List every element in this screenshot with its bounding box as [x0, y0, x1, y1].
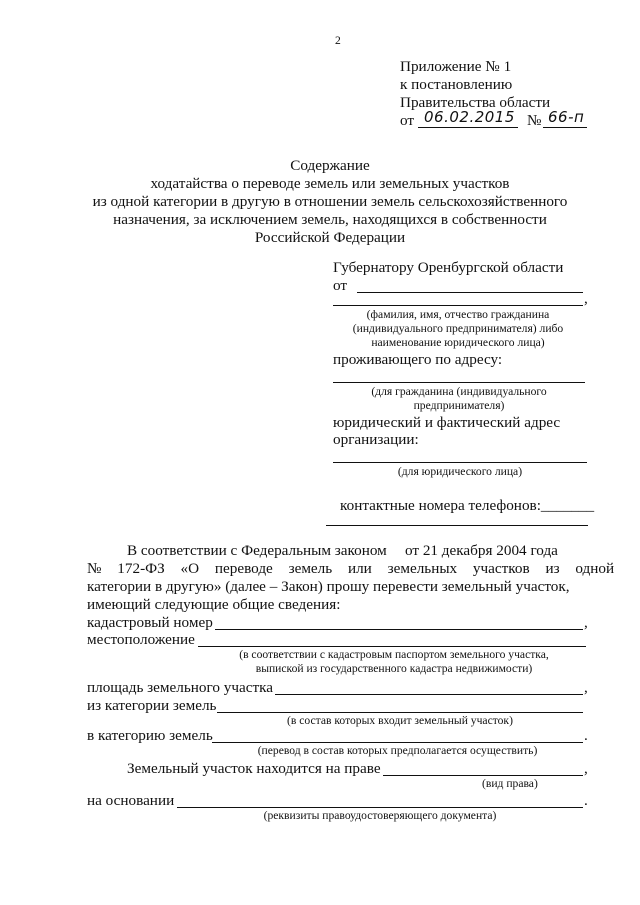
appendix-date-handwritten: 06.02.2015	[424, 108, 515, 126]
hint-applicant-3: наименование юридического лица)	[371, 336, 545, 349]
legal-address-line[interactable]	[333, 462, 587, 463]
appendix-line-2: к постановлению	[400, 76, 513, 93]
cadastral-line[interactable]	[215, 629, 583, 630]
location-line[interactable]	[198, 646, 586, 647]
title-line-5: Российской Федерации	[254, 229, 406, 246]
from-category-label: из категории земель	[87, 697, 217, 714]
appendix-number-handwritten: 66-п	[548, 108, 585, 126]
hint-citizen-2: предпринимателя)	[413, 399, 505, 412]
cadastral-label: кадастровый номер	[87, 614, 213, 631]
basis-line[interactable]	[177, 807, 583, 808]
appendix-number-label: №	[527, 112, 542, 129]
right-label: Земельный участок находится на праве	[127, 760, 381, 777]
hint-to-category: (перевод в состав которых предполагается осуществить)	[257, 744, 538, 757]
hint-applicant-2: (индивидуального предпринимателя) либо	[352, 322, 564, 335]
basis-dot: .	[584, 792, 588, 809]
area-line[interactable]	[275, 694, 583, 695]
applicant-name-line-2[interactable]	[333, 305, 583, 306]
date-underline	[418, 127, 518, 128]
paragraph-line-1a: В соответствии с Федеральным законом	[127, 542, 387, 559]
paragraph-line-4: имеющий следующие общие сведения:	[87, 596, 341, 613]
appendix-line-3: Правительства области	[400, 94, 551, 111]
residing-label: проживающего по адресу:	[333, 351, 503, 368]
cadastral-comma: ,	[584, 614, 588, 631]
to-category-line[interactable]	[212, 742, 583, 743]
title-line-1: Содержание	[290, 157, 370, 174]
from-category-line[interactable]	[217, 712, 583, 713]
paragraph-line-1b: от 21 декабря 2004 года	[405, 542, 558, 559]
applicant-name-line-1[interactable]	[357, 292, 583, 293]
right-comma: ,	[584, 760, 588, 777]
area-label: площадь земельного участка	[87, 679, 273, 696]
title-line-3: из одной категории в другую в отношении земель сельскохозяйственного	[92, 193, 568, 210]
area-comma: ,	[584, 679, 588, 696]
hint-applicant-1: (фамилия, имя, отчество гражданина	[366, 308, 550, 321]
hint-from-category: (в состав которых входит земельный участок)	[287, 714, 513, 727]
legal-address-label-1: юридический и фактический адрес	[333, 414, 561, 431]
hint-right-type: (вид права)	[482, 777, 538, 790]
hint-citizen-1: (для гражданина (индивидуального	[371, 385, 547, 398]
phones-label: контактные номера телефонов:_______	[340, 497, 595, 514]
hint-legal-entity: (для юридического лица)	[397, 465, 523, 478]
basis-label: на основании	[87, 792, 175, 809]
right-line[interactable]	[383, 775, 583, 776]
hint-location-1: (в соответствии с кадастровым паспортом земельного участка,	[239, 648, 549, 661]
location-label: местоположение	[87, 631, 195, 648]
title-line-2: ходатайства о переводе земель или земельных участков	[150, 175, 510, 192]
hint-location-2: выпиской из государственного кадастра недвижимости)	[255, 662, 533, 675]
addressee-governor: Губернатору Оренбургской области	[333, 259, 564, 276]
phones-extra-line[interactable]	[326, 525, 588, 526]
to-category-label: в категорию земель	[87, 727, 213, 744]
paragraph-line-2: № 172-ФЗ «О переводе земель или земельных участков из одной	[87, 560, 615, 577]
paragraph-line-3: категории в другую» (далее – Закон) прошу перевести земельный участок,	[87, 578, 570, 595]
number-underline	[543, 127, 587, 128]
page-number: 2	[335, 34, 341, 47]
legal-address-label-2: организации:	[333, 431, 419, 448]
to-category-dot: .	[584, 727, 588, 744]
hint-basis: (реквизиты правоудостоверяющего документа)	[263, 809, 497, 822]
applicant-comma: ,	[584, 290, 588, 307]
title-line-4: назначения, за исключением земель, находящихся в собственности	[113, 211, 547, 228]
appendix-line-1: Приложение № 1	[400, 58, 512, 75]
address-line[interactable]	[333, 382, 585, 383]
addressee-from-label: от	[333, 277, 348, 294]
appendix-from-label: от	[400, 112, 415, 129]
